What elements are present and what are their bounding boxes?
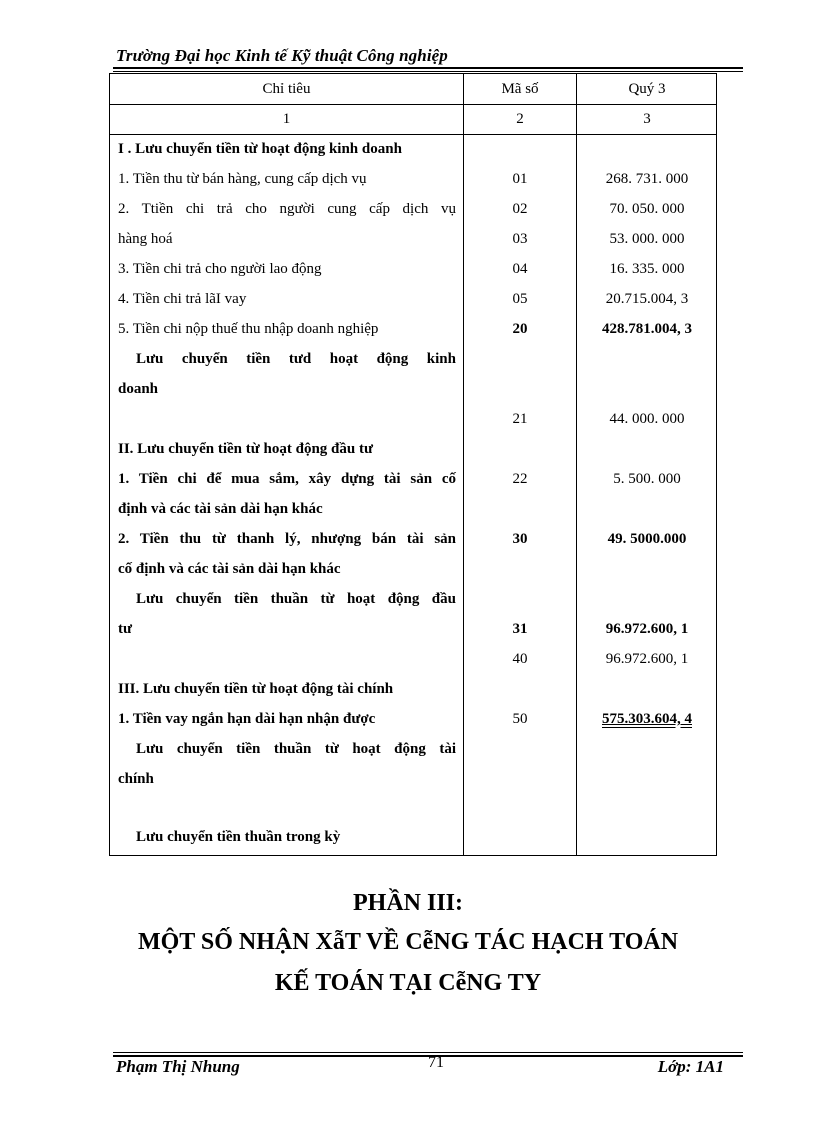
table-row	[110, 254, 716, 284]
table-row	[110, 822, 716, 852]
cash-flow-table	[109, 73, 717, 856]
row-label: Lưu chuyển tiền tưd hoạt động kinh	[136, 351, 456, 367]
row-code: 50	[512, 711, 528, 727]
row-value: 49. 5000.000	[607, 531, 687, 547]
row-label: 4. Tiền chi trả lãI vay	[118, 291, 247, 307]
table-row	[110, 404, 716, 434]
table-row	[110, 734, 716, 764]
table-row	[110, 314, 716, 344]
row-label: 1. Tiền thu từ bán hàng, cung cấp dịch vụ	[118, 171, 367, 187]
row-label: 1. Tiền vay ngắn hạn dài hạn nhận được	[118, 711, 376, 727]
header-rule-thin	[113, 71, 743, 72]
column-number-1: 1	[282, 111, 291, 127]
column-header-quarter: Quý 3	[628, 81, 666, 97]
row-code: 31	[512, 621, 528, 637]
section-heading-line: KẾ TOÁN TẠI CễNG TY	[274, 970, 542, 996]
table-row	[110, 554, 716, 584]
row-code: 21	[512, 411, 528, 427]
row-code: 40	[512, 651, 528, 667]
section-heading-line: MỘT SỐ NHẬN XẫT VỀ CễNG TÁC HẠCH TOÁN	[137, 929, 679, 955]
row-value: 96.972.600, 1	[605, 651, 689, 667]
table-row	[110, 644, 716, 674]
row-label: Lưu chuyển tiền thuần từ hoạt động đầu	[136, 591, 456, 607]
column-header-code: Mã số	[501, 81, 539, 97]
row-value: 575.303.604, 4	[602, 711, 692, 727]
row-label: 2. Ttiền chi trả cho người cung cấp dịch vụ	[118, 201, 456, 217]
row-label: doanh	[118, 381, 159, 397]
page-number: 71	[428, 1054, 444, 1071]
header-rule-thick	[113, 67, 743, 69]
table-row	[110, 524, 716, 554]
row-value: 5. 500. 000	[613, 471, 681, 487]
row-code: 04	[512, 261, 528, 277]
table-row	[110, 434, 716, 464]
row-label: Lưu chuyển tiền thuần từ hoạt động tài	[136, 741, 456, 757]
row-value: 70. 050. 000	[609, 201, 685, 217]
row-label: 3. Tiền chi trả cho người lao động	[118, 261, 322, 277]
column-number-2: 2	[516, 111, 524, 127]
column-header-indicator: Chỉ tiêu	[262, 81, 311, 97]
table-row	[110, 374, 716, 404]
row-label: tư	[118, 621, 132, 637]
row-value: 428.781.004, 3	[602, 321, 692, 337]
footer-class: Lớp: 1A1	[657, 1057, 724, 1076]
row-label: chính	[118, 771, 154, 787]
table-row	[110, 494, 716, 524]
row-label: 2. Tiền thu từ thanh lý, nhượng bán tài sản	[118, 531, 456, 547]
row-label: 5. Tiền chi nộp thuế thu nhập doanh nghiệp	[118, 321, 379, 337]
page-header-title: Trường Đại học Kinh tế Kỹ thuật Công nghiệp	[116, 46, 448, 65]
row-code: 20	[512, 321, 528, 337]
table-row	[110, 164, 716, 194]
row-value: 268. 731. 000	[605, 171, 689, 187]
table-row	[110, 284, 716, 314]
row-label: III. Lưu chuyển tiền từ hoạt động tài chính	[118, 681, 394, 697]
table-row	[110, 194, 716, 224]
row-code: 02	[512, 201, 528, 217]
row-value: 96.972.600, 1	[605, 621, 689, 637]
row-label: Lưu chuyển tiền thuần trong kỳ	[136, 829, 341, 845]
row-label: hàng hoá	[118, 231, 173, 247]
row-value: 20.715.004, 3	[605, 291, 689, 307]
table-row	[110, 584, 716, 614]
table-row	[110, 464, 716, 494]
row-code: 22	[512, 471, 528, 487]
footer-author: Phạm Thị Nhung	[116, 1057, 240, 1076]
table-row	[110, 764, 716, 794]
row-label: I . Lưu chuyển tiền từ hoạt động kinh doanh	[118, 141, 402, 157]
row-value: 44. 000. 000	[609, 411, 685, 427]
row-value: 53. 000. 000	[609, 231, 685, 247]
row-code: 05	[512, 291, 528, 307]
row-label: cố định và các tài sản dài hạn khác	[118, 561, 341, 577]
column-number-3: 3	[643, 111, 651, 127]
row-label: định và các tài sản dài hạn khác	[118, 501, 323, 517]
row-label: II. Lưu chuyển tiền từ hoạt động đầu tư	[118, 441, 373, 457]
row-code: 03	[512, 231, 528, 247]
row-code: 30	[512, 531, 528, 547]
footer-rule-thin	[113, 1052, 743, 1053]
section-heading-part: PHẦN III:	[352, 890, 463, 916]
table-row	[110, 134, 716, 164]
table-row	[110, 344, 716, 374]
row-value: 16. 335. 000	[609, 261, 685, 277]
table-row	[110, 704, 716, 734]
table-row	[110, 614, 716, 644]
row-label: 1. Tiền chi để mua sắm, xây dựng tài sản cố	[118, 471, 456, 487]
row-code: 01	[512, 171, 528, 187]
table-row	[110, 224, 716, 254]
table-row	[110, 674, 716, 704]
